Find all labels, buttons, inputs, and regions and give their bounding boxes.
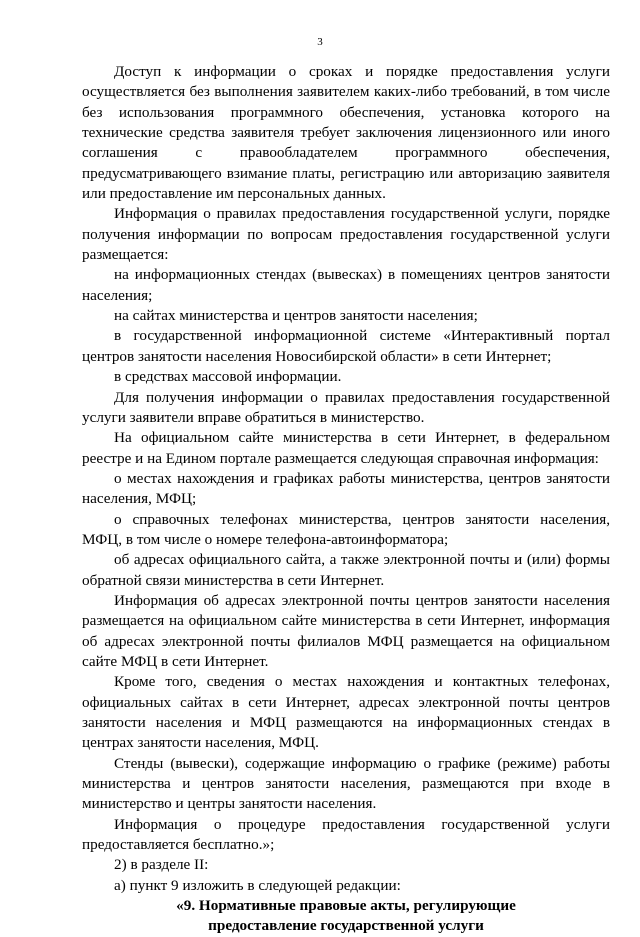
paragraph-additional-info: Кроме того, сведения о местах нахождения и контактных телефонах, официальных сайтах в сети Интернет, адресах электронной почты центров занятости населения и МФЦ размещаются на информационных стендах в центрах занятости населения, МФЦ. [82,673,610,752]
paragraph-websites: на сайтах министерства и центров занятости населения; [114,307,478,325]
paragraph-section-two: 2) в разделе II: [114,856,209,874]
paragraph-official-site: На официальном сайте министерства в сети Интернет, в федеральном реестре и на Едином портале размещается следующая справочная информация: [82,429,610,467]
paragraph-email-info: Информация об адресах электронной почты центров занятости населения размещается на официальном сайте министерства в сети Интернет, информация об адресах электронной почты филиалов МФЦ размещается на официальном сайте МФЦ в сети Интернет. [82,591,610,670]
paragraph-locations: о местах нахождения и графиках работы министерства, центров занятости населения, МФЦ; [82,469,610,508]
paragraph-state-system: в государственной информационной системе «Интерактивный портал центров занятости населения Новосибирской области» в сети Интернет; [82,327,610,365]
paragraph-phones: о справочных телефонах министерства, центров занятости населения, МФЦ, в том числе о номере телефона-автоинформатора; [82,510,610,548]
paragraph-access-info: Доступ к информации о сроках и порядке предоставления услуги осуществляется без выполнения заявителем каких-либо требований, в том числе без использования программного обеспечения, установка которого на технические средства заявителя требует заключения лицензионного или иного соглашения с правообладателем программного обеспечения, предусматривающего взимание платы, регистрацию или авторизацию заявителя или предоставление им персональных данных. [82,63,610,203]
paragraph-rules-info: Информация о правилах предоставления государственной услуги, порядке получения информации по вопросам предоставления государственной услуги размещается: [82,205,610,264]
paragraph-stands: Стенды (вывески), содержащие информацию о графике (режиме) работы министерства и центров занятости населения, размещаются при входе в министерство и центры занятости населения. [82,754,610,813]
section-heading-line-1: «9. Нормативные правовые акты, регулирующие [176,897,516,915]
section-heading-line-2: предоставление государственной услуги [208,917,484,935]
paragraph-ministry-contact: Для получения информации о правилах предоставления государственной услуги заявители вправе обратиться в министерство. [82,388,610,426]
paragraph-item-nine: а) пункт 9 изложить в следующей редакции: [114,876,401,894]
document-body [82,62,610,937]
paragraph-free-info: Информация о процедуре предоставления государственной услуги предоставляется бесплатно.»; [82,815,610,854]
paragraph-addresses: об адресах официального сайта, а также электронной почты и (или) формы обратной связи министерства в сети Интернет. [82,551,610,589]
paragraph-mass-media: в средствах массовой информации. [114,368,342,386]
paragraph-info-stands: на информационных стендах (вывесках) в помещениях центров занятости населения; [82,266,610,304]
page-number: 3 [317,36,323,48]
